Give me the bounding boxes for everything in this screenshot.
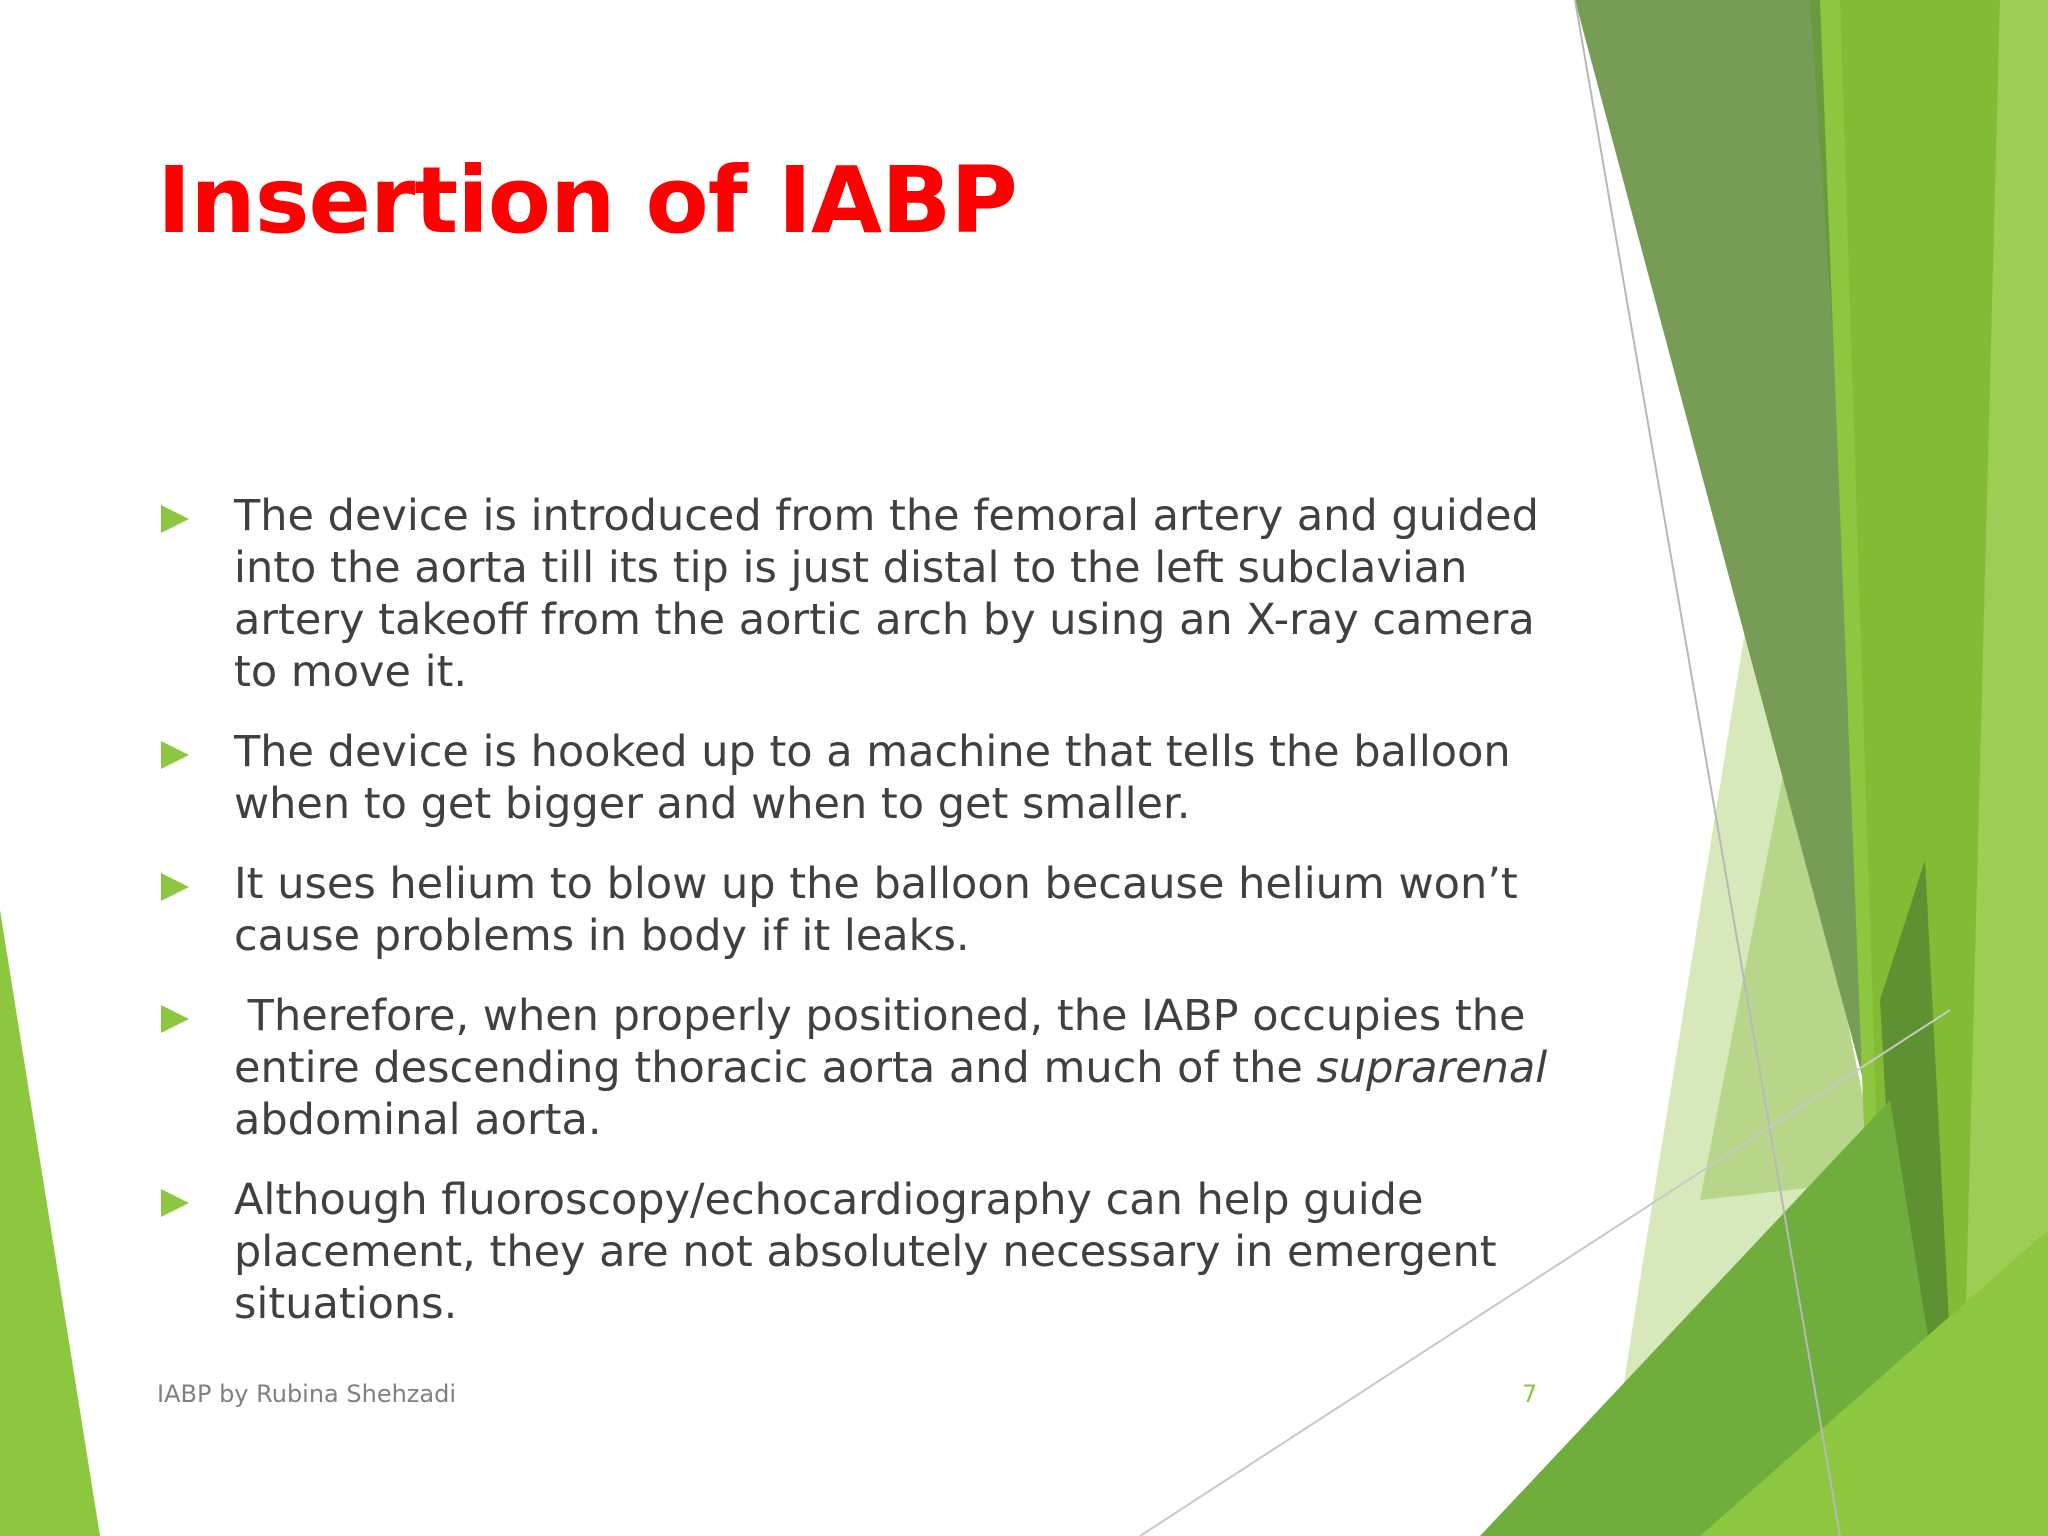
bullet-text: Although fluoroscopy/echocardiography can help guide placement, they are not absolutely necessary in emergent situations. bbox=[234, 1175, 1497, 1329]
bullet-text-after: abdominal aorta. bbox=[234, 1043, 1561, 1145]
bullet-item bbox=[157, 858, 1557, 962]
bullet-item bbox=[157, 726, 1557, 830]
triangle-right-icon bbox=[161, 1189, 189, 1217]
triangle-right-icon bbox=[161, 741, 189, 769]
bullet-item bbox=[157, 1174, 1557, 1330]
triangle-right-icon bbox=[161, 1005, 189, 1033]
bullet-list bbox=[157, 490, 1561, 1358]
bullet-text-italic: suprarenal bbox=[1316, 1043, 1548, 1093]
slide-title: Insertion of IABP bbox=[157, 147, 1017, 254]
slide-footer: IABP by Rubina Shehzadi bbox=[157, 1380, 457, 1408]
bullet-item bbox=[157, 990, 1561, 1146]
bullet-text bbox=[234, 990, 1561, 1146]
triangle-right-icon bbox=[161, 873, 189, 901]
triangle-right-icon bbox=[161, 505, 189, 533]
left-green-sliver bbox=[0, 910, 100, 1536]
bullet-item bbox=[157, 490, 1557, 698]
page-number: 7 bbox=[1522, 1380, 1538, 1408]
bullet-text-before: Therefore, when properly positioned, the IABP occupies the entire descending thoracic aorta and much of the bbox=[234, 991, 1540, 1093]
bullet-text: It uses helium to blow up the balloon because helium won’t cause problems in body if it leaks. bbox=[234, 859, 1518, 961]
bullet-text: The device is introduced from the femoral artery and guided into the aorta till its tip is just distal to the left subclavian artery takeoff from the aortic arch by using an X-ray camera to move it. bbox=[234, 491, 1539, 697]
bullet-text: The device is hooked up to a machine that tells the balloon when to get bigger and when to get smaller. bbox=[234, 727, 1511, 829]
